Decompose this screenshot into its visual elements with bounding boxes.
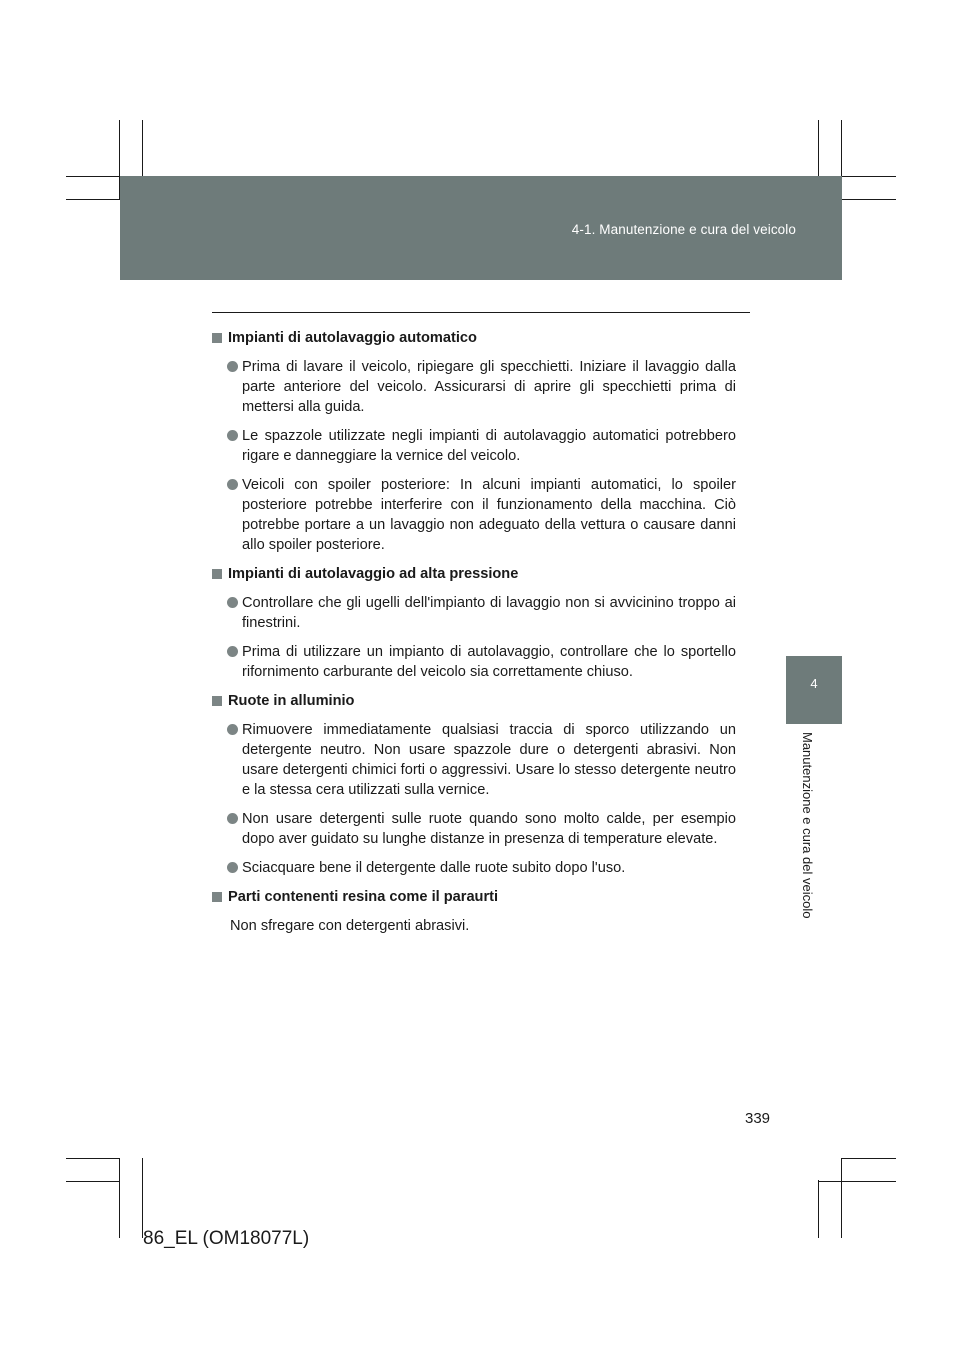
top-rule: [212, 312, 750, 313]
list-item: [212, 357, 736, 417]
list-item: [212, 475, 736, 555]
crop-mark: [818, 1181, 896, 1182]
crop-mark: [66, 176, 120, 177]
chapter-tab: [786, 656, 842, 724]
crop-mark: [66, 1158, 120, 1159]
section-title: 4-1. Manutenzione e cura del veicolo: [571, 222, 796, 237]
chapter-number: 4: [810, 676, 818, 691]
section-heading: [212, 564, 736, 584]
heading-text: Impianti di autolavaggio ad alta pressione: [228, 566, 519, 582]
list-item-text: Prima di utilizzare un impianto di autolavaggio, controllare che lo sportello rifornimento carburante del veicolo sia correttamente chiuso.: [242, 644, 736, 680]
list-item-text: Veicoli con spoiler posteriore: In alcuni impianti automatici, lo spoiler posteriore potrebbe interferire con il funzionamento della macchina. Ciò potrebbe portare a un lavaggio non adeguato della vettura o causare danni allo spoiler posteriore.: [242, 477, 736, 553]
list-item-text: Le spazzole utilizzate negli impianti di autolavaggio automatici potrebbero rigare e danneggiare la vernice del veicolo.: [242, 428, 736, 464]
crop-mark: [842, 176, 896, 177]
circle-bullet-icon: [227, 361, 238, 372]
circle-bullet-icon: [227, 813, 238, 824]
list-item: [212, 642, 736, 682]
list-item-text: Rimuovere immediatamente qualsiasi traccia di sporco utilizzando un detergente neutro. Non usare spazzole dure o detergenti abrasivi. Non usare detergenti chimici forti o aggressivi. Usare lo stesso detergente neutro e la stessa cera utilizzati sulla vernice.: [242, 722, 736, 798]
crop-mark: [66, 1181, 120, 1182]
list-item: [212, 858, 736, 878]
circle-bullet-icon: [227, 862, 238, 873]
circle-bullet-icon: [227, 479, 238, 490]
square-bullet-icon: [212, 696, 222, 706]
list-item-text: Non usare detergenti sulle ruote quando sono molto calde, per esempio dopo aver guidato su lunghe distanze in presenza di temperature elevate.: [242, 811, 736, 847]
circle-bullet-icon: [227, 724, 238, 735]
crop-mark: [142, 1158, 143, 1238]
crop-mark: [842, 199, 896, 200]
heading-text: Parti contenenti resina come il paraurti: [228, 889, 499, 905]
heading-text: Ruote in alluminio: [228, 693, 355, 709]
crop-mark: [818, 1180, 819, 1238]
section-heading: [212, 691, 736, 711]
crop-mark: [842, 1158, 896, 1159]
crop-mark: [119, 1158, 120, 1238]
list-item: [212, 720, 736, 800]
section-heading: [212, 887, 736, 907]
document-code: 86_EL (OM18077L): [143, 1228, 310, 1249]
crop-mark: [841, 1158, 842, 1238]
header-band: [120, 176, 842, 280]
list-item: [212, 593, 736, 633]
list-item: [212, 426, 736, 466]
chapter-label: Manutenzione e cura del veicolo: [800, 732, 815, 919]
square-bullet-icon: [212, 569, 222, 579]
list-item-text: Sciacquare bene il detergente dalle ruote subito dopo l'uso.: [242, 860, 626, 876]
page-content: [212, 328, 736, 945]
crop-mark: [66, 199, 120, 200]
circle-bullet-icon: [227, 646, 238, 657]
circle-bullet-icon: [227, 597, 238, 608]
square-bullet-icon: [212, 333, 222, 343]
list-item-text: Controllare che gli ugelli dell'impianto di lavaggio non si avvicinino troppo ai finestrini.: [242, 595, 736, 631]
heading-text: Impianti di autolavaggio automatico: [228, 330, 477, 346]
paragraph: Non sfregare con detergenti abrasivi.: [230, 918, 470, 934]
list-item: [212, 809, 736, 849]
section-heading: [212, 328, 736, 348]
list-item-text: Prima di lavare il veicolo, ripiegare gli specchietti. Iniziare il lavaggio dalla parte anteriore del veicolo. Assicurarsi di aprire gli specchietti prima di mettersi alla guida.: [242, 359, 736, 415]
page-number: 339: [745, 1110, 771, 1127]
square-bullet-icon: [212, 892, 222, 902]
circle-bullet-icon: [227, 430, 238, 441]
